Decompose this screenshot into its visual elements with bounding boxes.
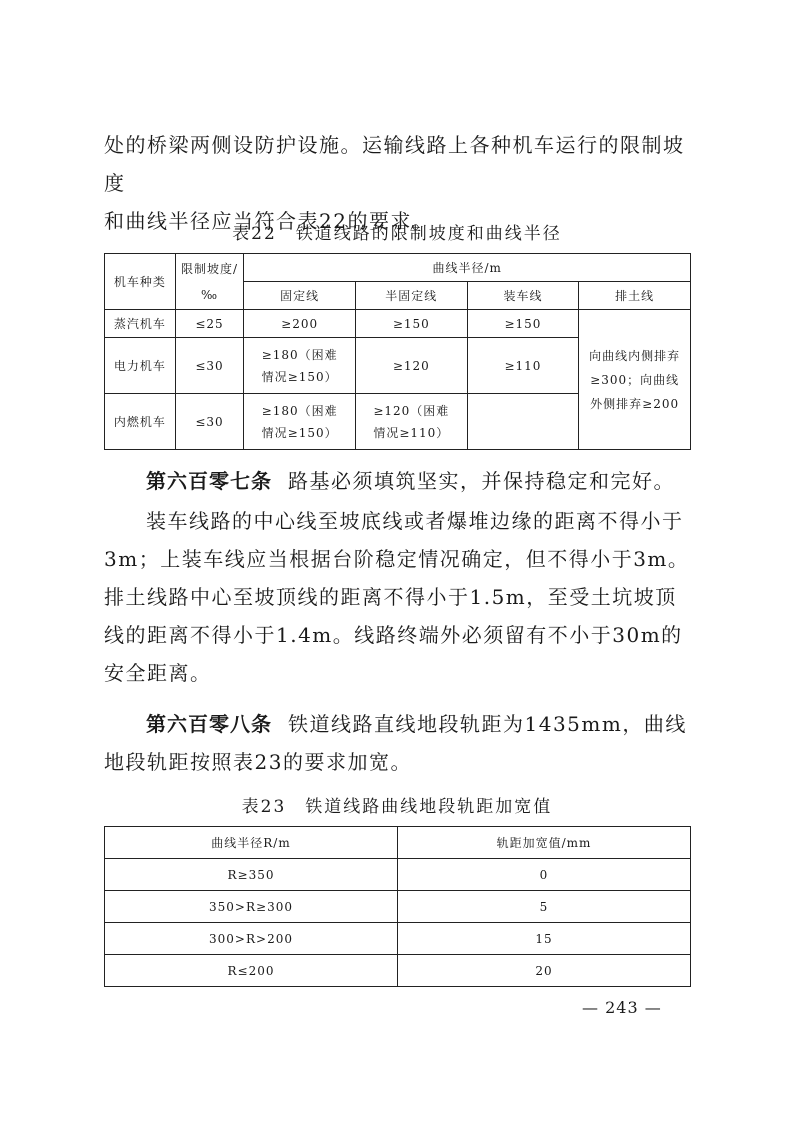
article-608-heading: 第六百零八条 xyxy=(146,712,272,736)
t22-cell-semi-fixed: ≥120（困难情况≥110） xyxy=(355,394,467,450)
table22 xyxy=(104,253,691,450)
t22-cell-loading: ≥110 xyxy=(467,338,579,394)
t22-header-grade: 限制坡度/‰ xyxy=(175,254,244,310)
t23-header-widening: 轨距加宽值/mm xyxy=(398,827,691,859)
article-608-text: 铁道线路直线地段轨距为1435mm，曲线地段轨距按照表23的要求加宽。 xyxy=(104,712,687,774)
t22-cell-grade: ≤30 xyxy=(175,394,244,450)
article-607-text: 路基必须填筑坚实，并保持稳定和完好。 xyxy=(288,469,675,493)
table-row xyxy=(105,923,691,955)
table23-caption: 表23 铁道线路曲线地段轨距加宽值 xyxy=(241,797,553,817)
t23-header-radius: 曲线半径R/m xyxy=(105,827,398,859)
t22-cell-semi-fixed: ≥150 xyxy=(355,310,467,338)
table22-caption: 表22 铁道线路的限制坡度和曲线半径 xyxy=(232,224,562,244)
t23-cell-radius: R≤200 xyxy=(105,955,398,987)
t23-cell-radius: 300>R>200 xyxy=(105,923,398,955)
paragraph-loading-line: 装车线路的中心线至坡底线或者爆堆边缘的距离不得小于3m；上装车线应当根据台阶稳定情况确定，但不得小于3m。排土线路中心至坡顶线的距离不得小于1.5m，至受土坑坡顶线的距离不得小于1.4m。线路终端外必须留有不小于30m的安全距离。 xyxy=(104,509,690,685)
article-608 xyxy=(104,705,694,781)
t22-header-radius-group: 曲线半径/m xyxy=(244,254,691,282)
t23-cell-widening: 5 xyxy=(398,891,691,923)
t22-cell-fixed: ≥200 xyxy=(244,310,356,338)
t22-header-semi-fixed: 半固定线 xyxy=(355,282,467,310)
t22-cell-loading xyxy=(467,394,579,450)
t22-cell-dumping-merged: 向曲线内侧排弃≥300；向曲线外侧排弃≥200 xyxy=(579,310,691,450)
article-607 xyxy=(104,462,694,500)
t22-cell-loco: 蒸汽机车 xyxy=(105,310,176,338)
t22-cell-loco: 电力机车 xyxy=(105,338,176,394)
t23-cell-widening: 15 xyxy=(398,923,691,955)
t23-cell-radius: R≥350 xyxy=(105,859,398,891)
t22-cell-grade: ≤25 xyxy=(175,310,244,338)
t22-cell-grade: ≤30 xyxy=(175,338,244,394)
t22-header-loading: 装车线 xyxy=(467,282,579,310)
t22-header-loco-type: 机车种类 xyxy=(105,254,176,310)
page-number: — 243 — xyxy=(582,998,662,1017)
article-607-heading: 第六百零七条 xyxy=(146,469,272,493)
t23-cell-widening: 0 xyxy=(398,859,691,891)
t23-cell-widening: 20 xyxy=(398,955,691,987)
t22-cell-loading: ≥150 xyxy=(467,310,579,338)
t22-cell-fixed: ≥180（困难情况≥150） xyxy=(244,338,356,394)
table-row xyxy=(105,955,691,987)
t22-cell-loco: 内燃机车 xyxy=(105,394,176,450)
table-row xyxy=(105,310,691,338)
t22-header-fixed: 固定线 xyxy=(244,282,356,310)
t22-cell-fixed: ≥180（困难情况≥150） xyxy=(244,394,356,450)
t23-cell-radius: 350>R≥300 xyxy=(105,891,398,923)
t22-header-dumping: 排土线 xyxy=(579,282,691,310)
table-row xyxy=(105,859,691,891)
intro-line-1: 处的桥梁两侧设防护设施。运输线路上各种机车运行的限制坡度 xyxy=(104,133,685,195)
intro-line-2: 和曲线半径应当符合表22的要求。 xyxy=(104,209,434,233)
table-row xyxy=(105,891,691,923)
table23 xyxy=(104,826,691,987)
t22-cell-semi-fixed: ≥120 xyxy=(355,338,467,394)
